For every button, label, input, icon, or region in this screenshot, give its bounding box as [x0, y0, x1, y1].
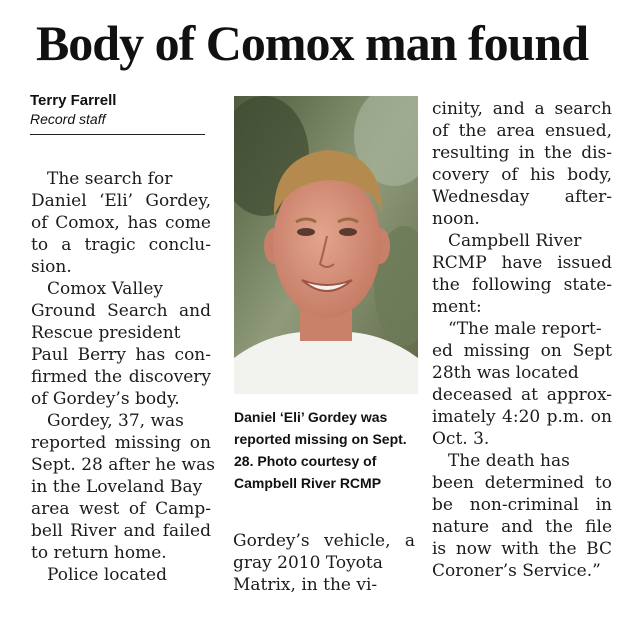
column-line: Oct. 3.	[432, 429, 490, 449]
column-line: Gordey’s vehicle, a	[233, 531, 415, 551]
column-line: gray 2010 Toyota	[233, 553, 383, 573]
column-line: be non-criminal in	[432, 495, 612, 515]
caption-line: 28. Photo courtesy of	[234, 453, 377, 469]
column-line: “The male report-	[448, 319, 602, 339]
column-line: Matrix, in the vi-	[233, 575, 378, 595]
photo-caption	[234, 406, 420, 494]
column-line: to a tragic conclu-	[31, 235, 211, 255]
column-line: Comox Valley	[47, 279, 163, 299]
column-line: of Comox, has come	[31, 213, 211, 233]
column-line: Coroner’s Service.”	[432, 561, 601, 581]
column-line: ment:	[432, 297, 482, 317]
column-line: Gordey, 37, was	[47, 411, 184, 431]
column-line: of the area ensued,	[432, 121, 612, 141]
column-line: bell River and failed	[31, 521, 211, 541]
column-line: been determined to	[432, 473, 612, 493]
column-line: The search for	[47, 169, 173, 189]
column-line: is now with the BC	[432, 539, 612, 559]
article-column-3	[432, 98, 612, 582]
column-line: Paul Berry has con-	[31, 345, 211, 365]
column-line: sion.	[31, 257, 72, 277]
article-photo	[234, 96, 418, 394]
article-column-2	[233, 530, 415, 596]
column-line: nature and the file	[432, 517, 612, 537]
column-line: Police located	[47, 565, 167, 585]
column-line: noon.	[432, 209, 480, 229]
byline-author: Terry Farrell	[30, 92, 117, 109]
column-line: to return home.	[31, 543, 167, 563]
column-line: in the Loveland Bay	[31, 477, 203, 497]
column-line: 28th was located	[432, 363, 579, 383]
column-line: firmed the discovery	[31, 367, 211, 387]
article-column-1	[31, 168, 215, 586]
column-line: the following state-	[432, 275, 612, 295]
column-line: imately 4:20 p.m. on	[432, 407, 612, 427]
column-line: RCMP have issued	[432, 253, 612, 273]
column-line: Ground Search and	[31, 301, 211, 321]
column-line: deceased at approx-	[432, 385, 612, 405]
column-line: Campbell River	[448, 231, 582, 251]
column-line: The death has	[448, 451, 570, 471]
column-line: of Gordey’s body.	[31, 389, 180, 409]
caption-line: Daniel ‘Eli’ Gordey was	[234, 409, 388, 425]
column-line: Rescue president	[31, 323, 181, 343]
column-line: Wednesday after-	[432, 187, 612, 207]
caption-line: Campbell River RCMP	[234, 475, 382, 491]
column-line: Daniel ‘Eli’ Gordey,	[31, 191, 211, 211]
column-line: covery of his body,	[432, 165, 612, 185]
column-line: Sept. 28 after he was	[31, 455, 215, 475]
byline-role: Record staff	[30, 111, 106, 127]
headline: Body of Comox man found	[35, 15, 589, 71]
column-line: resulting in the dis-	[432, 143, 612, 163]
byline-divider	[30, 134, 205, 135]
caption-line: reported missing on Sept.	[234, 431, 407, 447]
column-line: area west of Camp-	[31, 499, 211, 519]
column-line: ed missing on Sept	[432, 341, 612, 361]
column-line: cinity, and a search	[432, 99, 612, 119]
column-line: reported missing on	[31, 433, 211, 453]
